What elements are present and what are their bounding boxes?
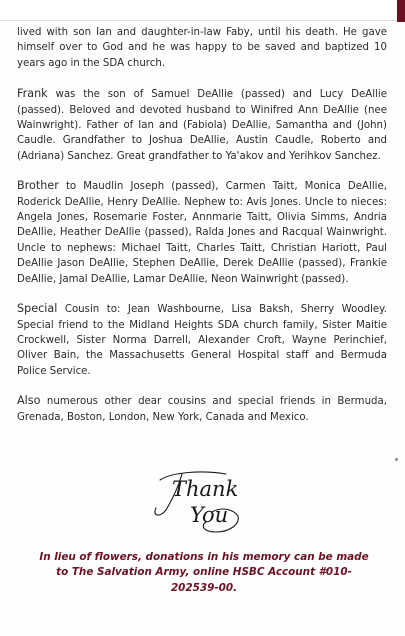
paragraph-text: Cousin to: Jean Washbourne, Lisa Baksh, Sherry Woodley. Special friend to the Midland Heights SDA church family, Sister Maitie Crockwell, Sister Norma Darrell, Alexander Croft, Wayne Perinchief, Oliver Bain, the Massachusetts General Hospital staff and Bermuda Police Service. xyxy=(17,304,387,377)
header-divider xyxy=(0,20,405,21)
paragraph-lead-word: Brother xyxy=(17,179,59,193)
paragraph-lead-word: Frank xyxy=(17,87,48,101)
scan-speck xyxy=(395,458,398,461)
header-accent-block xyxy=(397,0,405,22)
paragraph-siblings xyxy=(17,178,387,287)
paragraph-closing-life xyxy=(17,25,387,71)
paragraph-text: to Maudlin Joseph (passed), Carmen Taitt, Monica DeAllie, Roderick DeAllie, Henry DeAllie. Nephew to: Avis Jones. Uncle to nieces: Angela Jones, Rosemarie Foster, Annmarie Taitt, Olivia Simms, Andria DeAllie, Heather DeAllie (passed), Ralda Jones and Racqual Wainwright. Uncle to nephews: Michael Taitt, Charles Taitt, Christian Hariott, Paul DeAllie Jason DeAllie, Stephen DeAllie, Derek DeAllie (passed), Frankie DeAllie, Jamal DeAllie, Lamar DeAllie, Neon Wainwright (passed). xyxy=(17,181,387,285)
paragraph-text: was the son of Samuel DeAllie (passed) and Lucy DeAllie (passed). Beloved and devoted husband to Winifred Ann DeAllie (nee Wainwright). Father of Ian and (Fabiola) DeAllie, Samantha and (John) Caudle. Grandfather to Joshua DeAllie, Austin Caudle, Roberto and (Adriana) Sanchez. Great grandfather to Ya'akov and Yerihkov Sanchez. xyxy=(17,89,387,162)
paragraph-lead-word: Also xyxy=(17,394,41,408)
obituary-text xyxy=(17,25,387,439)
paragraph-others xyxy=(17,393,387,425)
paragraph-text: numerous other dear cousins and special friends in Bermuda, Grenada, Boston, London, New York, Canada and Mexico. xyxy=(17,396,387,423)
paragraph-family xyxy=(17,86,387,164)
thank-you-logo xyxy=(142,466,254,540)
paragraph-text: lived with son Ian and daughter-in-law Faby, until his death. He gave himself over to God and he was happy to be saved and baptized 10 years ago in the SDA church. xyxy=(17,27,387,69)
paragraph-lead-word: Special xyxy=(17,302,58,316)
logo-word-you: You xyxy=(190,503,229,527)
logo-word-thank: Thank xyxy=(172,477,239,501)
header-rule xyxy=(0,0,405,28)
memorial-donation-note: In lieu of flowers, donations in his memory can be made to The Salvation Army, online HSBC Account #010-202539-00. xyxy=(39,551,369,594)
paragraph-friends xyxy=(17,301,387,379)
